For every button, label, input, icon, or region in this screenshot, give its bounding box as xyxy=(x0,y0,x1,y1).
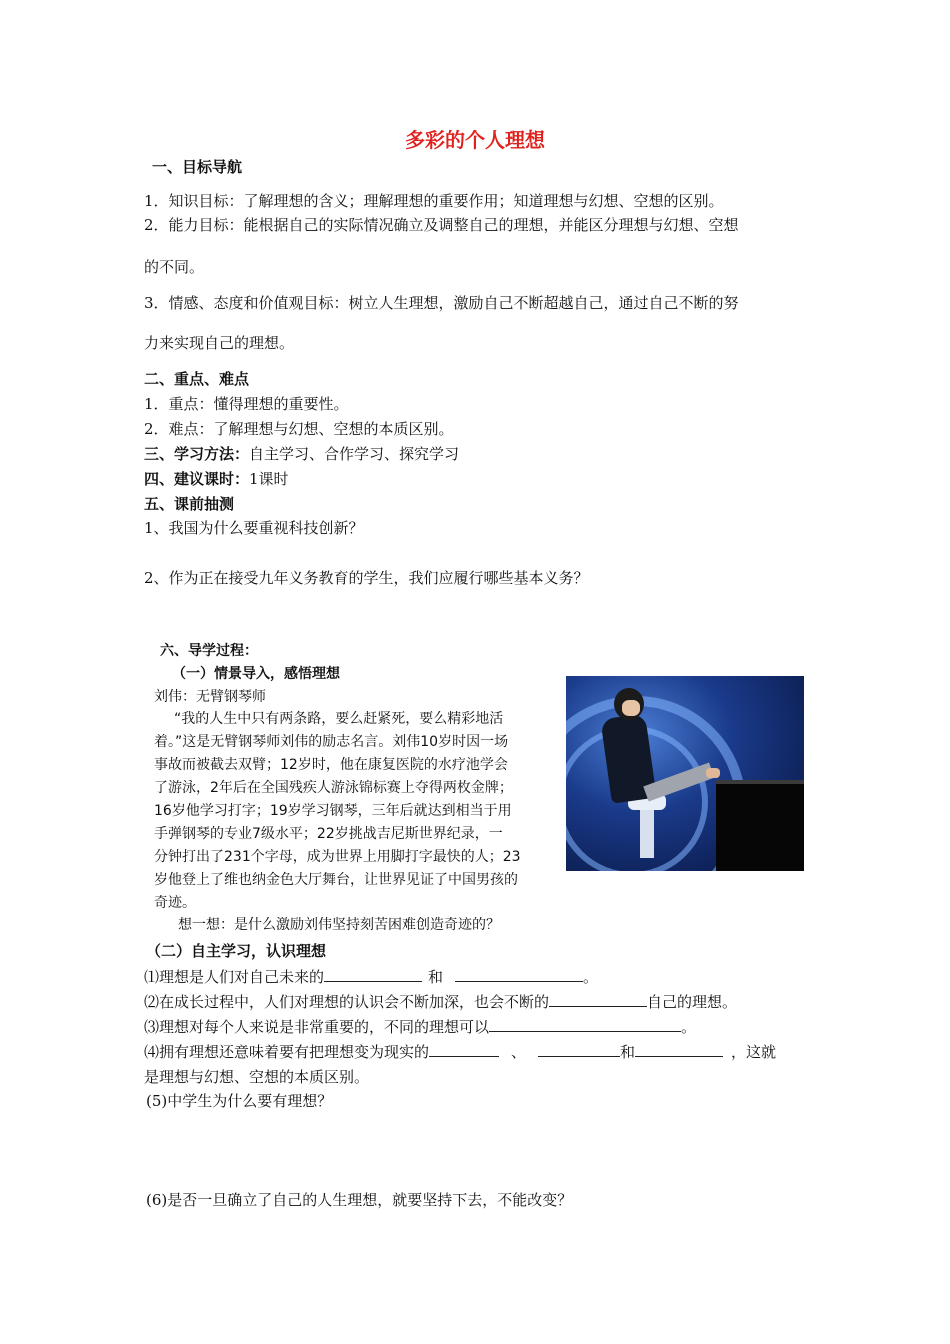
keypoint-difficulty: 2．难点：了解理想与幻想、空想的本质区别。 xyxy=(144,420,454,438)
keypoint-focus: 1．重点：懂得理想的重要性。 xyxy=(144,395,349,413)
section-heading-goals: 一、目标导航 xyxy=(152,158,243,176)
study-method xyxy=(144,443,459,464)
fill-text: ⑶理想对每个人来说是非常重要的，不同的理想可以 xyxy=(144,1018,490,1036)
question-6: (6)是否一旦确立了自己的人生理想，就要坚持下去，不能改变？ xyxy=(146,1191,573,1209)
subsection-intro: （一）情景导入，感悟理想 xyxy=(172,666,340,682)
story-line: “我的人生中只有两条路，要么赶紧死，要么精彩地活 xyxy=(174,711,504,727)
story-line: 了游泳，2年后在全国残疾人游泳锦标赛上夺得两枚金牌； xyxy=(154,780,513,796)
story-line: 事故而被截去双臂；12岁时，他在康复医院的水疗池学会 xyxy=(154,757,508,773)
study-method-label: 三、学习方法： xyxy=(144,445,250,463)
section-heading-process: 六、导学过程： xyxy=(160,643,258,659)
fill-text: 自己的理想。 xyxy=(647,993,738,1011)
answer-blank[interactable] xyxy=(549,992,647,1007)
think-prompt: 想一想：是什么激励刘伟坚持刻苦困难创造奇迹的？ xyxy=(178,917,500,933)
fill-text: 和 xyxy=(620,1043,636,1061)
goal-emotion-line2: 力来实现自己的理想。 xyxy=(144,334,295,352)
answer-blank[interactable] xyxy=(635,1042,723,1057)
document-title: 多彩的个人理想 xyxy=(405,128,545,152)
pretest-question-1: 1、我国为什么要重视科技创新？ xyxy=(144,519,364,537)
suggested-hours xyxy=(144,468,289,489)
story-line: 分钟打出了231个字母，成为世界上用脚打字最快的人；23 xyxy=(154,849,521,865)
goal-ability-line1: 2．能力目标：能根据自己的实际情况确立及调整自己的理想，并能区分理想与幻想、空想 xyxy=(144,216,739,234)
answer-blank[interactable] xyxy=(489,1017,681,1032)
pianist-foot xyxy=(706,768,720,778)
story-text xyxy=(154,708,521,915)
piano xyxy=(716,784,804,871)
story-line: 手弹钢琴的专业7级水平；22岁挑战吉尼斯世界纪录，一 xyxy=(154,826,503,842)
suggested-hours-value: 1课时 xyxy=(249,470,289,488)
answer-blank[interactable] xyxy=(538,1042,620,1057)
section-heading-pretest: 五、课前抽测 xyxy=(144,495,235,513)
story-title: 刘伟：无臂钢琴师 xyxy=(154,689,266,705)
fill-item-3 xyxy=(144,1016,696,1037)
fill-text: 。 xyxy=(583,968,599,986)
fill-item-4 xyxy=(144,1041,776,1062)
fill-item-2 xyxy=(144,991,737,1012)
story-line: 岁他登上了维也纳金色大厅舞台，让世界见证了中国男孩的 xyxy=(154,872,518,888)
question-5: (5)中学生为什么要有理想？ xyxy=(146,1092,333,1110)
story-line: 奇迹。 xyxy=(154,895,196,911)
story-line: 16岁他学习打字；19岁学习钢琴，三年后就达到相当于用 xyxy=(154,803,512,819)
suggested-hours-label: 四、建议课时： xyxy=(144,470,250,488)
answer-blank[interactable] xyxy=(324,967,422,982)
goal-emotion-line1: 3．情感、态度和价值观目标：树立人生理想，激励自己不断超越自己，通过自己不断的努 xyxy=(144,294,739,312)
fill-item-4-continued: 是理想与幻想、空想的本质区别。 xyxy=(144,1068,370,1086)
answer-blank[interactable] xyxy=(429,1042,499,1057)
pianist-face xyxy=(622,700,640,716)
fill-text: ⑴理想是人们对自己未来的 xyxy=(144,968,325,986)
fill-text: ，这就 xyxy=(731,1043,777,1061)
subsection-self-study: （二）自主学习，认识理想 xyxy=(146,942,327,960)
pretest-question-2: 2、作为正在接受九年义务教育的学生，我们应履行哪些基本义务？ xyxy=(144,569,589,587)
fill-text: 。 xyxy=(681,1018,697,1036)
fill-text: 、 xyxy=(511,1043,527,1061)
fill-text: ⑵在成长过程中，人们对理想的认识会不断加深，也会不断的 xyxy=(144,993,550,1011)
study-method-value: 自主学习、合作学习、探究学习 xyxy=(249,445,460,463)
answer-blank[interactable] xyxy=(455,967,583,982)
section-heading-keypoints: 二、重点、难点 xyxy=(144,370,250,388)
fill-item-1 xyxy=(144,966,598,987)
goal-knowledge: 1．知识目标：了解理想的含义；理解理想的重要作用；知道理想与幻想、空想的区别。 xyxy=(144,192,724,210)
pianist-photo xyxy=(566,676,804,871)
fill-text: ⑷拥有理想还意味着要有把理想变为现实的 xyxy=(144,1043,430,1061)
goal-ability-line2: 的不同。 xyxy=(144,258,205,276)
stool-leg xyxy=(640,808,654,858)
story-line: 着。”这是无臂钢琴师刘伟的励志名言。刘伟10岁时因一场 xyxy=(154,734,509,750)
fill-text: 和 xyxy=(428,968,444,986)
